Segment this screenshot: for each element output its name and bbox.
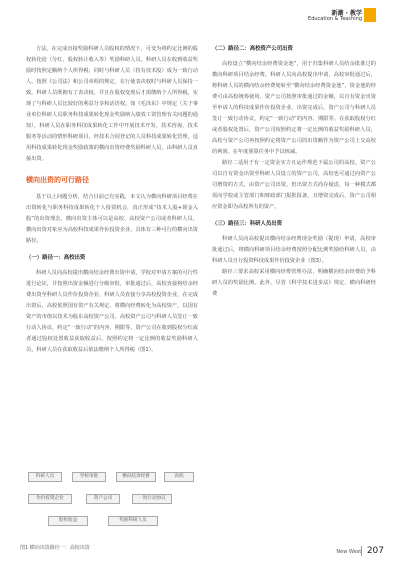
paragraph: 高校设立“横向结余经费资金池”，用于归集科研人员结余批准过的横向科研项目结余经费。科研人员向高校提出申请，高校审批通过后，将科研人员的横向结余经费划转至“横向结余经费资金池”，资金池的经费可由高校统筹使用。资产公司按照审批通过的金额，以自有资金出资至申请人的科技成果作价投资企业。出资完成后，资产公司与科研人员签订一致行动协议，约定“一致行动”的内容、期限等。在获取股权分红或者股权处置后，资产公司按照约定将一定比例的收益奖励科研人员，高校与资产公司再按照约定将资产公司的出资额作为资产公司上交高校的利润。在年度预算任务中予以核减。 (212, 61, 376, 155)
page-number: 207 (366, 546, 384, 556)
flow-diagram (28, 470, 198, 550)
page-header (0, 0, 402, 40)
diagram-node: 股权收益 (48, 516, 88, 526)
header-color-block (364, 8, 376, 22)
diagram-node: 科研人员 (28, 472, 62, 482)
right-column (212, 44, 376, 300)
column-title: 新潮 · 教学 (331, 10, 362, 17)
diagram-node: 学校审批 (72, 472, 106, 482)
paragraph: 科研人员向高校提出横向结余经费现金奖励（提现）申请，高校审批通过后，将横向科研项目结余经费按照分配比例奖励给科研人员，由科研人员自行投资科技成果作价投资企业（图3）。 (212, 236, 376, 264)
diagram-node: 奖励科研人员 (108, 516, 158, 526)
diagram-node: 资产公司 (86, 494, 120, 504)
diagram-node: 高校 (164, 472, 194, 482)
subsection-title: （二）路径二：高校资产公司出资 (212, 46, 293, 52)
column-subtitle: Education & Teaching (308, 16, 362, 22)
section-title: 横向出资的可行路径 (26, 176, 89, 184)
figure-caption: 图1 横向出资路径一：高校出资 (20, 545, 90, 551)
paragraph: 基于以上问题分析，结合目前已有实践，本文认为横向科研项目经费在出资转化与职务科技成果转化个人投资机会，真正形成“技术人股+现金入股”的出资理念，横向出资主体可以是高校、高校资产公司或者科研人员。横向出资对象应为高校科技成果作价投资企业，具体有三种可行的横向出资路径。 (26, 194, 198, 244)
paragraph: 方法。在完成直接奖励科研人员股权的情况下，可变为将约定比例的股权转化给（分红、股权转让收入等）奖励科研人员。科研人员在收到收益奖励时按照定额纳个人所得税；同时与科研人员（持有技术股）成为一致行动人。按照《公司法》和公司章程的规定，在行使表决权时与科研人员保持一致。科研人员既拥有了表决权，并且在股权变现后才需缴纳个人所得税，实现了与科研人员比较好的利益分享和话语权。如《毛泽东》中规定（关于事业单位科研人员职务科技成果转化现金奖励纳入绩效工资管理有关问题的通知），科研人员在职务科技成果转化工作中开展技术开发、技术咨询、技术服务等活动的情形科研项目，经技术合同登记的人员科技成果转化管理，适用科技成果转化现金奖励政策的横向出资经费奖励科研人员，由科研人员直接出资。 (26, 46, 198, 162)
diagram-node: 作价投资企业 (28, 494, 72, 504)
page-footer (336, 546, 384, 556)
paragraph: 路径二适用于有一定资金实力且运作规范下属公司的高校。资产公司以自有资金出资至科研人员设立的资产公司，高校也可通过向资产公司增资的方式，由资产公司出资。但出资方式尚存疑虑，每一种模式都需向学校或主管部门和财政部门报批报备，且增资完成后，资产公司相应资金即为高校所有的资产。 (212, 160, 376, 210)
subsection-title: （三）路径三：科研人员出资 (212, 221, 283, 227)
diagram-node: 横向结余经费 (116, 472, 156, 482)
paragraph: 科研人员向高校提出横向结余经费出资申请，学校对申请方案的可行性进行论证，并按照出资金额进行分级审批，审批通过后，高校直接将结余经费出资至科研人员作价投资企业，科研人员直接分享高校投资企业，在完成出资后，高校依照国有资产有关规定，将横向经费转化为高校资产，以国有资产的市值以技术为股东高校资产公司，高校资产公司与科研人员签订一致行动人协议，约定“一致行动”的内容、期限等。资产公司在收到股权分红或者通过股权处置收益获取收益后，按照约定将一定比例的收益奖励科研人员，科研人员在获取收益后依法缴纳个人所得税（图1）。 (26, 270, 198, 353)
magazine-name: New West (336, 549, 362, 555)
subsection-title: （一）路径一：高校出资 (26, 255, 86, 261)
paragraph: 路径三要求高校采用横向经费管理办法，明确横向结余经费给予科研人员的奖励比例。此外，尽管《科学技术进步法》规定，横向科研经费 (212, 269, 376, 297)
left-column (26, 44, 198, 356)
diagram-node: 一致行动协议 (132, 494, 172, 504)
